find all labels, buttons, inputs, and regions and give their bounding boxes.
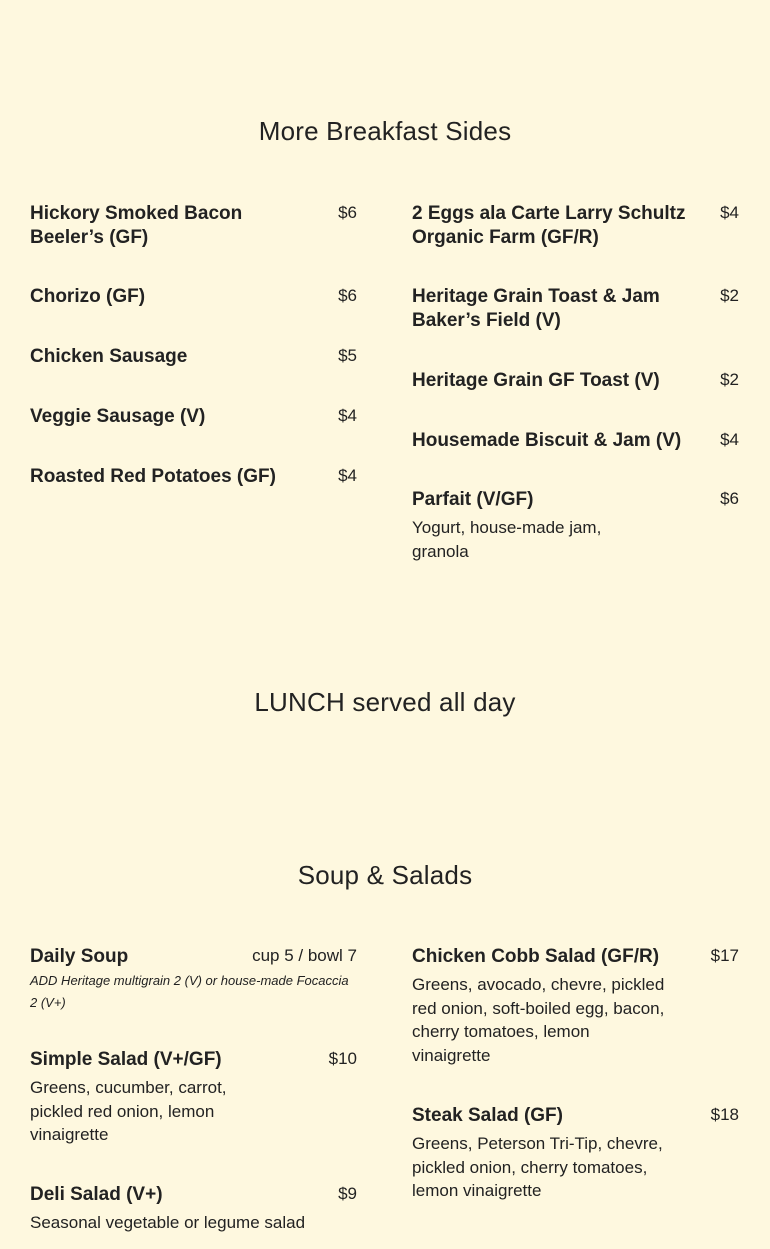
item-description: Greens, Peterson Tri-Tip, chevre, pickled onion, cherry tomatoes, lemon vinaigrette: [412, 1134, 663, 1200]
menu-item-steak-salad: [412, 1104, 739, 1203]
menu-item-roasted-potatoes: [30, 465, 357, 489]
item-name: Parfait (V/GF): [412, 489, 534, 510]
item-price: $2: [720, 370, 739, 389]
menu-item-biscuit-jam: [412, 429, 739, 453]
menu-item-chicken-cobb-salad: [412, 945, 739, 1067]
section-title-lunch: LUNCH served all day: [254, 687, 516, 717]
item-description: Greens, cucumber, carrot, pickled red onion, lemon vinaigrette: [30, 1078, 227, 1144]
section-title-soup-salads: Soup & Salads: [297, 860, 473, 890]
item-price: $17: [710, 946, 739, 965]
item-name: Daily Soup: [30, 946, 129, 967]
menu-item-veggie-sausage: [30, 405, 357, 429]
item-name: Roasted Red Potatoes (GF): [30, 466, 276, 487]
menu-item-daily-soup: [30, 945, 357, 1014]
menu-item-bacon: [30, 202, 357, 250]
item-price: $4: [338, 406, 357, 425]
menu-item-simple-salad: [30, 1048, 357, 1147]
item-price: $6: [338, 286, 357, 305]
section-title-breakfast-sides: More Breakfast Sides: [258, 116, 512, 146]
item-price: $2: [720, 286, 739, 305]
item-name: Heritage Grain Toast & Jam Baker’s Field (V): [412, 286, 660, 331]
item-name: 2 Eggs ala Carte Larry Schultz Organic Farm (GF/R): [412, 203, 686, 248]
item-price: $18: [710, 1105, 739, 1124]
item-price: $10: [328, 1049, 357, 1068]
item-note: ADD Heritage multigrain 2 (V) or house-made Focaccia 2 (V+): [30, 973, 349, 1010]
menu-item-deli-salad: [30, 1183, 357, 1235]
item-price: $4: [338, 466, 357, 485]
item-price: $6: [338, 203, 357, 222]
item-price: cup 5 / bowl 7: [252, 946, 357, 965]
menu-item-toast-jam: [412, 285, 739, 333]
item-name: Heritage Grain GF Toast (V): [412, 370, 660, 391]
item-name: Chicken Sausage: [30, 346, 188, 367]
item-name: Steak Salad (GF): [412, 1105, 563, 1126]
item-description: Greens, avocado, chevre, pickled red onion, soft-boiled egg, bacon, cherry tomatoes, lemon vinaigrette: [412, 975, 665, 1065]
item-name: Housemade Biscuit & Jam (V): [412, 430, 682, 451]
item-price: $9: [338, 1184, 357, 1203]
item-description: Seasonal vegetable or legume salad: [30, 1213, 306, 1232]
item-price: $5: [338, 346, 357, 365]
menu-item-eggs: [412, 202, 739, 250]
menu-item-chicken-sausage: [30, 345, 357, 369]
item-name: Deli Salad (V+): [30, 1184, 163, 1205]
item-price: $6: [720, 489, 739, 508]
item-name: Veggie Sausage (V): [30, 406, 206, 427]
item-description: Yogurt, house-made jam, granola: [412, 518, 602, 561]
menu-item-gf-toast: [412, 369, 739, 393]
item-name: Hickory Smoked Bacon Beeler’s (GF): [30, 203, 243, 248]
item-name: Simple Salad (V+/GF): [30, 1049, 222, 1070]
item-price: $4: [720, 430, 739, 449]
menu-item-parfait: [412, 488, 739, 563]
item-price: $4: [720, 203, 739, 222]
menu-item-chorizo: [30, 285, 357, 309]
item-name: Chorizo (GF): [30, 286, 146, 307]
item-name: Chicken Cobb Salad (GF/R): [412, 946, 660, 967]
